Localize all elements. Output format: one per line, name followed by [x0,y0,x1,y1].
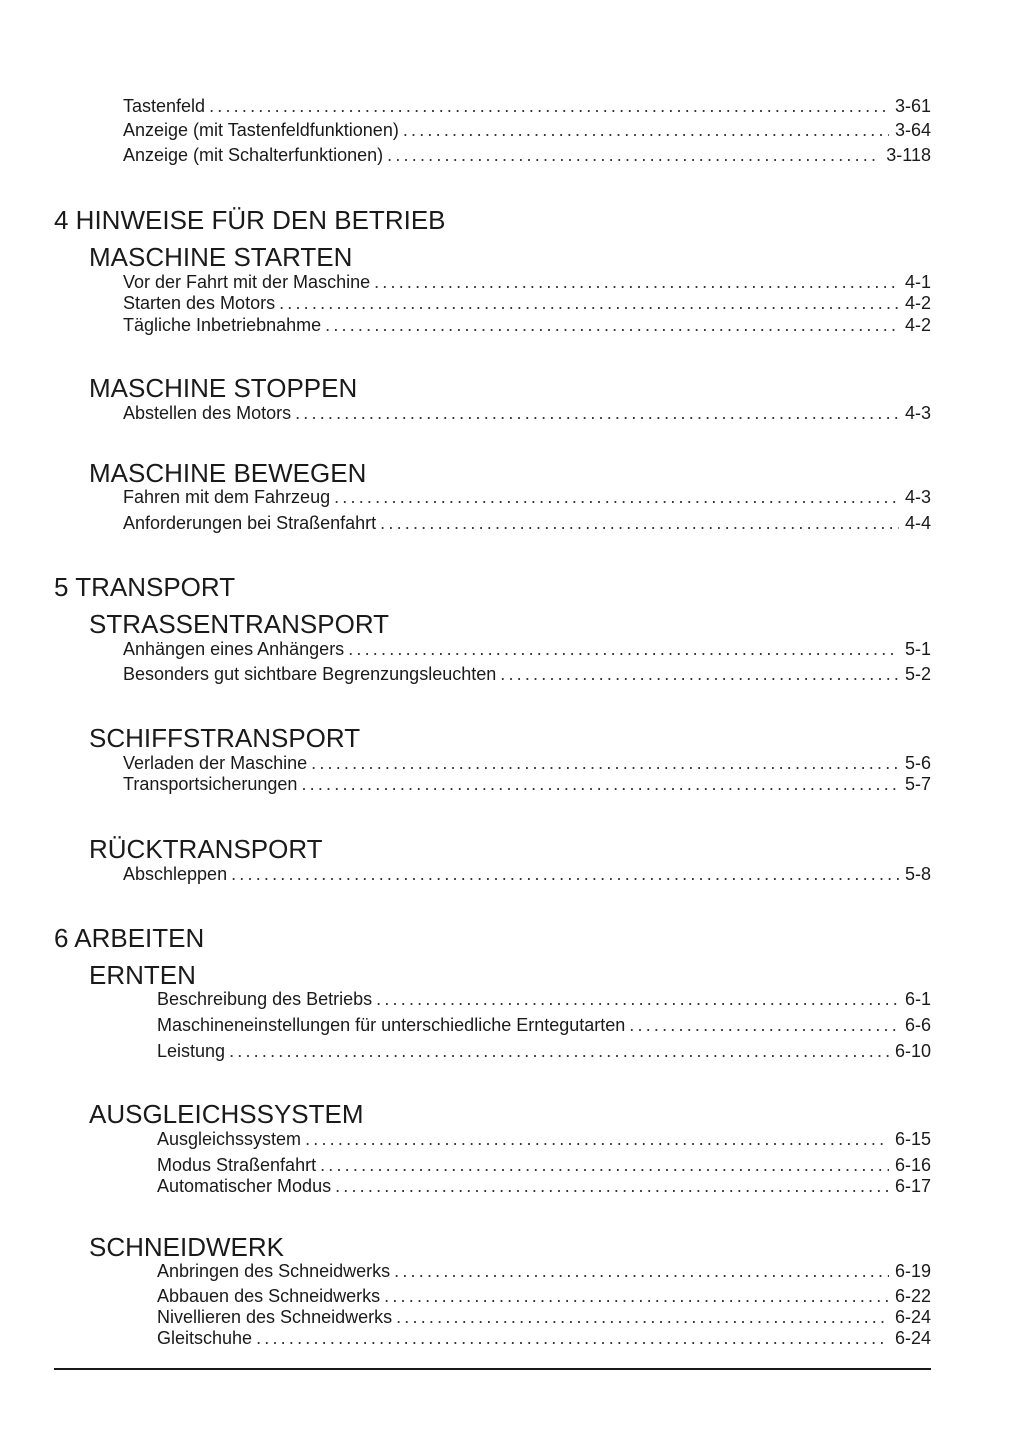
toc-entry[interactable] [123,403,931,423]
toc-entry-page: 6-6 [904,1015,931,1035]
toc-entry-title: Beschreibung des Betriebs [157,989,373,1009]
dot-leader [325,315,899,335]
dot-leader [387,145,880,165]
toc-entry[interactable] [157,1041,931,1061]
toc-entry-title: Gleitschuhe [157,1328,253,1348]
toc-entry[interactable] [123,293,931,313]
toc-entry-title: Anforderungen bei Straßenfahrt [123,513,377,533]
toc-entry-page: 4-3 [904,403,931,423]
toc-entry[interactable] [123,487,931,507]
dot-leader [500,664,899,684]
toc-entry[interactable] [157,989,931,1009]
toc-entry-page: 6-10 [894,1041,931,1061]
toc-entry-page: 6-22 [894,1286,931,1306]
toc-entry-page: 5-1 [904,639,931,659]
toc-entry[interactable] [123,864,931,884]
dot-leader [403,120,889,140]
toc-entry-page: 3-118 [886,145,931,165]
dot-leader [335,1176,889,1196]
toc-entry-title: Anbringen des Schneidwerks [157,1261,391,1281]
section-heading: MASCHINE STARTEN [89,242,353,272]
toc-entry[interactable] [123,145,931,165]
dot-leader [295,403,899,423]
toc-entry-page: 6-17 [894,1176,931,1196]
chapter-heading: 6 ARBEITEN [54,923,205,953]
toc-entry-title: Nivellieren des Schneidwerks [157,1307,393,1327]
section-heading: STRASSENTRANSPORT [89,609,390,639]
section-heading: AUSGLEICHSSYSTEM [89,1099,364,1129]
dot-leader [376,989,899,1009]
toc-entry-title: Automatischer Modus [157,1176,332,1196]
toc-entry[interactable] [123,96,931,116]
toc-entry-title: Ausgleichssystem [157,1129,302,1149]
section-heading: RÜCKTRANSPORT [89,834,323,864]
dot-leader [305,1129,889,1149]
toc-entry-title: Abschleppen [123,864,228,884]
toc-entry[interactable] [123,639,931,659]
toc-entry-page: 3-64 [894,120,931,140]
toc-entry-page: 6-24 [894,1328,931,1348]
toc-entry[interactable] [157,1328,931,1348]
dot-leader [311,753,899,773]
toc-entry-page: 3-61 [894,96,931,116]
toc-entry[interactable] [157,1155,931,1175]
dot-leader [301,774,899,794]
section-heading: MASCHINE BEWEGEN [89,458,367,488]
dot-leader [629,1015,899,1035]
toc-entry-title: Tastenfeld [123,96,206,116]
toc-entry[interactable] [123,120,931,140]
toc-entry[interactable] [123,774,931,794]
dot-leader [384,1286,889,1306]
toc-entry-page: 6-15 [894,1129,931,1149]
chapter-heading: 4 HINWEISE FÜR DEN BETRIEB [54,205,446,235]
toc-entry[interactable] [157,1015,931,1035]
toc-entry-title: Vor der Fahrt mit der Maschine [123,272,371,292]
toc-entry[interactable] [157,1286,931,1306]
toc-entry[interactable] [123,272,931,292]
dot-leader [380,513,899,533]
toc-entry[interactable] [157,1261,931,1281]
toc-entry[interactable] [123,753,931,773]
dot-leader [320,1155,889,1175]
toc-entry-page: 5-8 [904,864,931,884]
chapter-heading: 5 TRANSPORT [54,572,236,602]
dot-leader [348,639,899,659]
toc-entry-title: Anzeige (mit Schalterfunktionen) [123,145,384,165]
dot-leader [256,1328,889,1348]
dot-leader [334,487,899,507]
section-heading: SCHNEIDWERK [89,1232,285,1262]
toc-entry-page: 4-3 [904,487,931,507]
toc-entry-page: 4-2 [904,315,931,335]
toc-entry-title: Leistung [157,1041,226,1061]
toc-entry-title: Fahren mit dem Fahrzeug [123,487,331,507]
toc-entry-page: 4-1 [904,272,931,292]
toc-entry[interactable] [157,1307,931,1327]
toc-entry-title: Abstellen des Motors [123,403,292,423]
toc-entry[interactable] [157,1176,931,1196]
section-heading: MASCHINE STOPPEN [89,373,358,403]
toc-entry-page: 6-16 [894,1155,931,1175]
toc-entry-title: Modus Straßenfahrt [157,1155,317,1175]
toc-entry[interactable] [123,513,931,533]
toc-entry[interactable] [123,664,931,684]
toc-entry-page: 6-19 [894,1261,931,1281]
toc-entry-title: Verladen der Maschine [123,753,308,773]
dot-leader [396,1307,889,1327]
toc-entry-title: Tägliche Inbetriebnahme [123,315,322,335]
toc-entry-title: Transportsicherungen [123,774,298,794]
toc-entry-title: Anhängen eines Anhängers [123,639,345,659]
toc-entry-page: 5-2 [904,664,931,684]
dot-leader [229,1041,889,1061]
toc-entry[interactable] [157,1129,931,1149]
toc-entry-page: 4-4 [904,513,931,533]
footer-rule [54,1368,931,1370]
toc-entry-title: Anzeige (mit Tastenfeldfunktionen) [123,120,399,140]
dot-leader [231,864,899,884]
toc-entry-page: 5-6 [904,753,931,773]
dot-leader [374,272,899,292]
toc-entry-page: 4-2 [904,293,931,313]
toc-entry-page: 6-1 [904,989,931,1009]
toc-entry-page: 6-24 [894,1307,931,1327]
dot-leader [279,293,899,313]
toc-entry[interactable] [123,315,931,335]
section-heading: ERNTEN [89,960,196,990]
dot-leader [209,96,889,116]
toc-entry-title: Abbauen des Schneidwerks [157,1286,381,1306]
toc-entry-title: Starten des Motors [123,293,276,313]
toc-entry-page: 5-7 [904,774,931,794]
toc-entry-title: Besonders gut sichtbare Begrenzungsleuchten [123,664,497,684]
toc-entry-title: Maschineneinstellungen für unterschiedliche Erntegutarten [157,1015,626,1035]
section-heading: SCHIFFSTRANSPORT [89,723,361,753]
dot-leader [394,1261,889,1281]
